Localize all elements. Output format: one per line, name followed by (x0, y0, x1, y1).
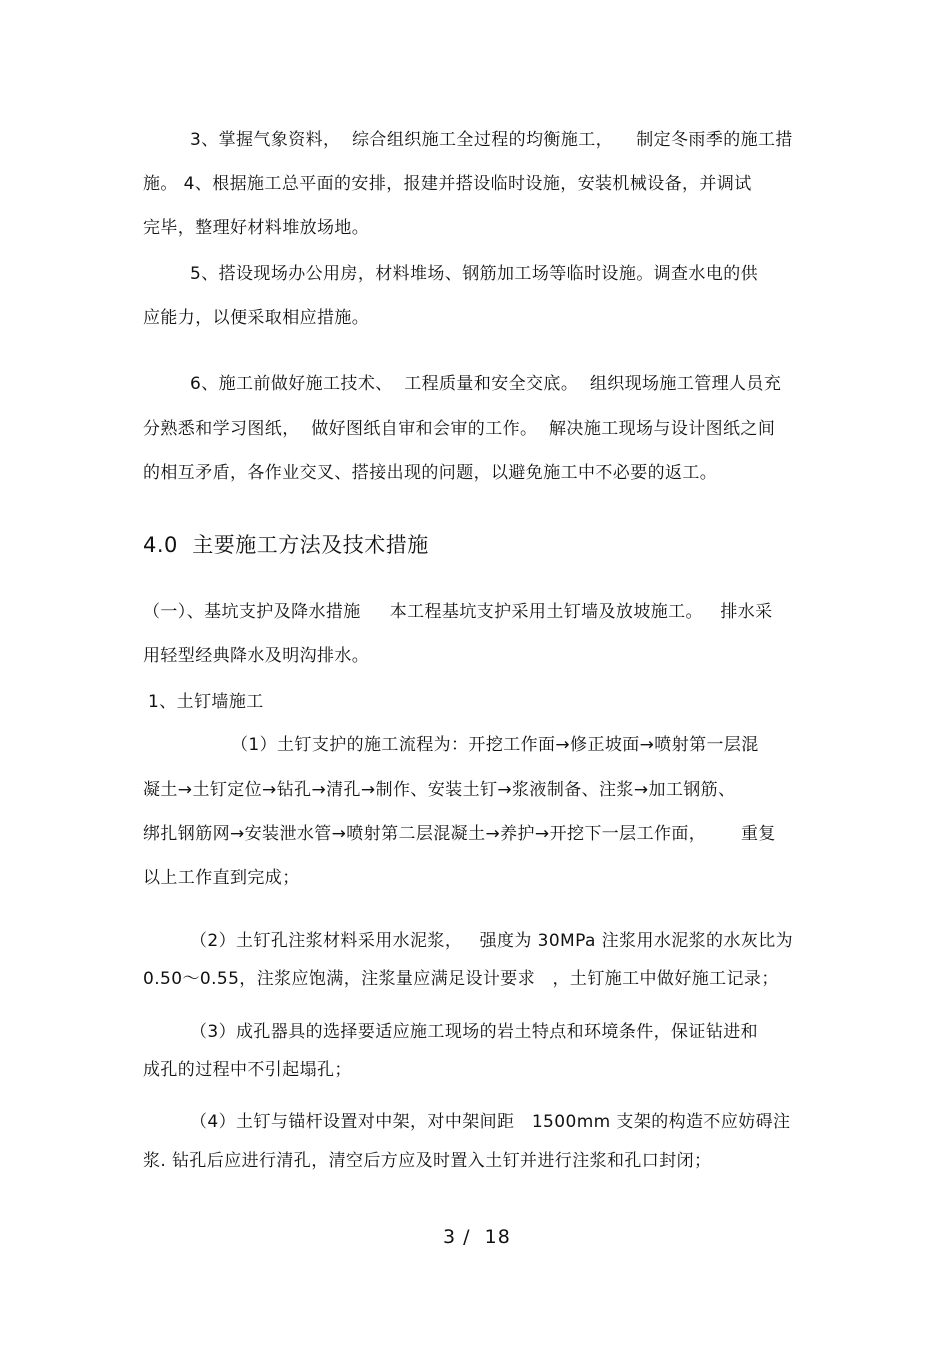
paragraph-5-line-2: 应能力，以便采取相应措施。 (143, 308, 370, 328)
item-1-p3-line-1: （3）成孔器具的选择要适应施工现场的岩土特点和环境条件，保证钻进和 (190, 1022, 759, 1042)
section-heading: 4.0 主要施工方法及技术措施 (143, 533, 429, 557)
subsection-1-line-2: 用轻型经典降水及明沟排水。 (143, 646, 370, 666)
item-1-p2-line-1: （2）土钉孔注浆材料采用水泥浆， 强度为 30MPa 注浆用水泥浆的水灰比为 (190, 931, 794, 951)
paragraph-3-line-1: 3、掌握气象资料， 综合组织施工全过程的均衡施工， 制定冬雨季的施工措 (190, 130, 793, 150)
page-number: 3 / 18 (443, 1226, 511, 1248)
item-1-p4-line-2: 浆. 钻孔后应进行清孔，清空后方应及时置入土钉并进行注浆和孔口封闭； (143, 1151, 712, 1171)
paragraph-6-line-3: 的相互矛盾，各作业交叉、搭接出现的问题，以避免施工中不必要的返工。 (143, 463, 718, 483)
item-1-p2-line-2: 0.50～0.55，注浆应饱满，注浆量应满足设计要求 ，土钉施工中做好施工记录； (143, 969, 779, 989)
item-1-p4-line-1: （4）土钉与锚杆设置对中架，对中架间距 1500mm 支架的构造不应妨碍注 (190, 1112, 791, 1132)
item-1-p1-line-1: （1）土钉支护的施工流程为：开挖工作面→修正坡面→喷射第一层混 (231, 735, 759, 755)
paragraph-3-line-3: 完毕，整理好材料堆放场地。 (143, 218, 370, 238)
item-1-p1-line-4: 以上工作直到完成； (143, 868, 300, 888)
item-1-title: 1、土钉墙施工 (148, 692, 264, 712)
subsection-1-line-1: （一）、基坑支护及降水措施 本工程基坑支护采用土钉墙及放坡施工。 排水采 (143, 602, 773, 622)
paragraph-6-line-2: 分熟悉和学习图纸， 做好图纸自审和会审的工作。 解决施工现场与设计图纸之间 (143, 419, 776, 439)
item-1-p1-line-2: 凝土→土钉定位→钻孔→清孔→制作、安装土钉→浆液制备、注浆→加工钢筋、 (143, 780, 736, 800)
paragraph-3-line-2: 施。 4、根据施工总平面的安排，报建并搭设临时设施，安装机械设备，并调试 (143, 174, 752, 194)
paragraph-6-line-1: 6、施工前做好施工技术、 工程质量和安全交底。 组织现场施工管理人员充 (190, 374, 782, 394)
item-1-p3-line-2: 成孔的过程中不引起塌孔； (143, 1060, 352, 1080)
item-1-p1-line-3: 绑扎钢筋网→安装泄水管→喷射第二层混凝土→养护→开挖下一层工作面， 重复 (143, 824, 776, 844)
paragraph-5-line-1: 5、搭设现场办公用房，材料堆场、钢筋加工场等临时设施。调查水电的供 (190, 264, 759, 284)
